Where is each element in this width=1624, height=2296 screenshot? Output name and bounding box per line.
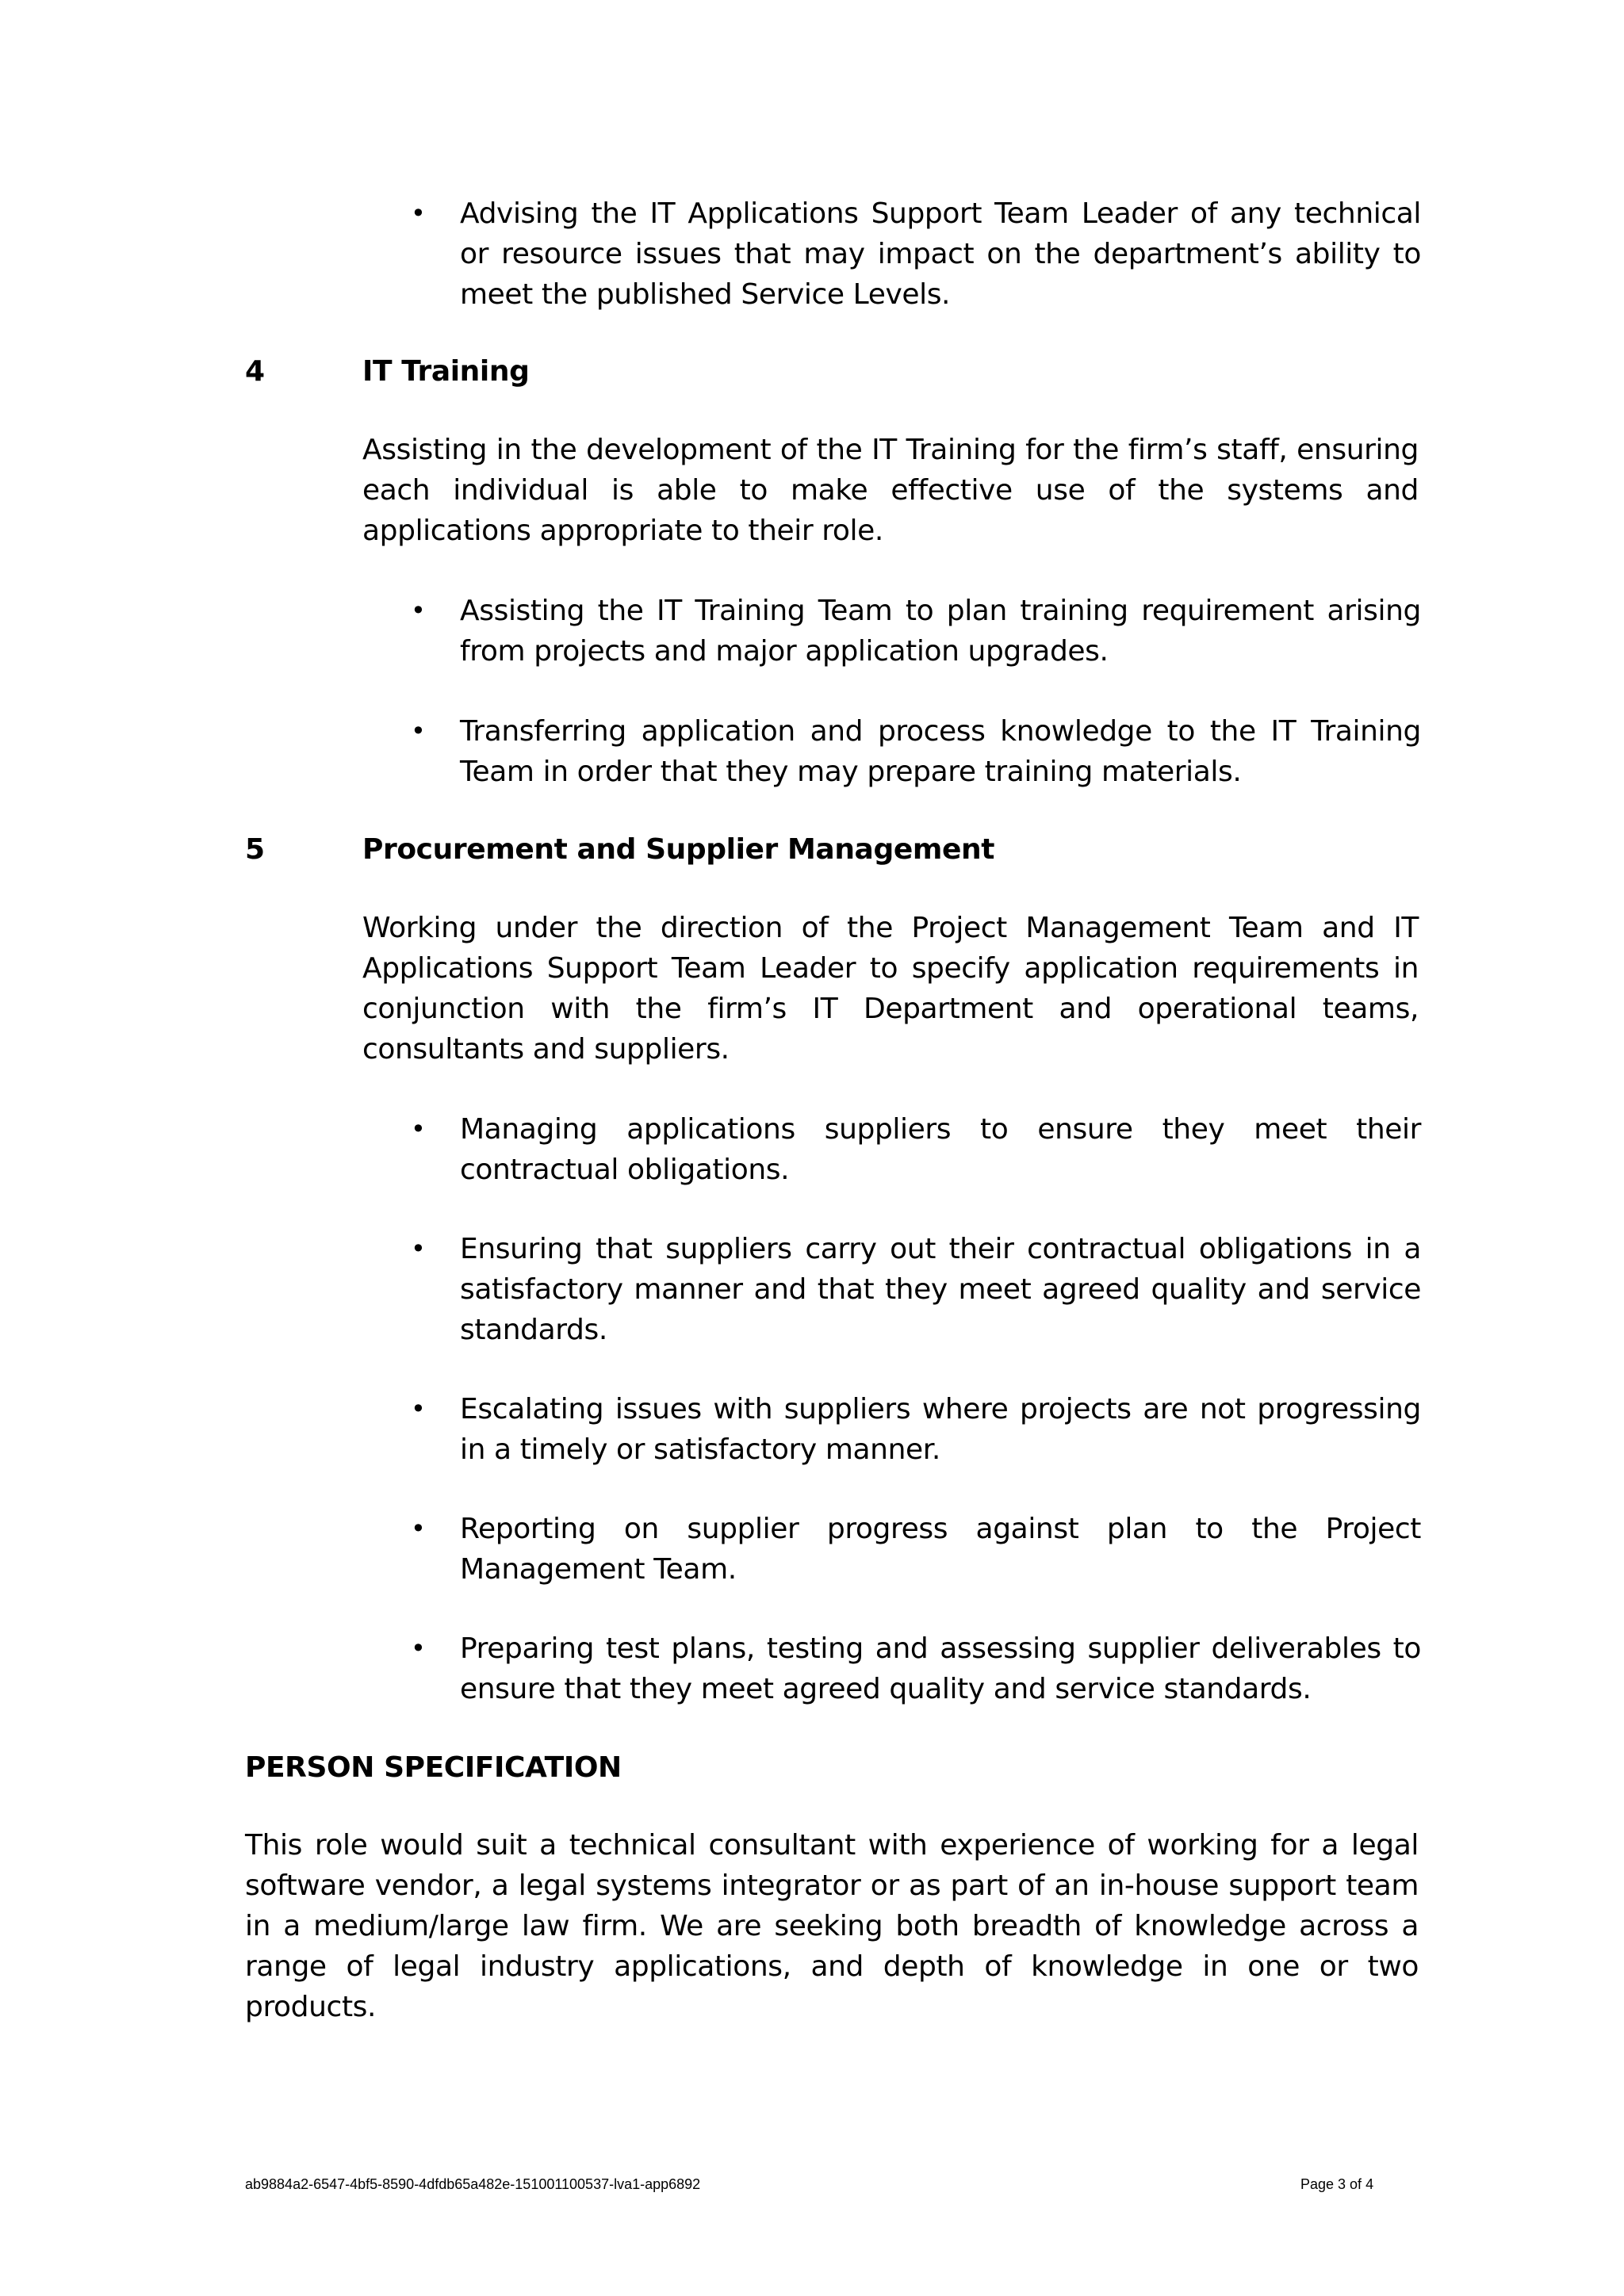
bullet-icon: • xyxy=(411,1114,426,1144)
bullet-text: Ensuring that suppliers carry out their contractual obligations in a satisfactory manner and that they meet agreed quality and service standards. xyxy=(460,1233,1421,1346)
bullet-text: Escalating issues with suppliers where projects are not progressing in a timely or satisfactory manner. xyxy=(460,1393,1421,1466)
bullet-text: Preparing test plans, testing and assessing supplier deliverables to ensure that they meet agreed quality and service standards. xyxy=(460,1632,1421,1705)
list-item xyxy=(411,1229,1421,1350)
list-item xyxy=(411,193,1421,315)
bullet-icon: • xyxy=(411,716,426,746)
footer-page-number: Page 3 of 4 xyxy=(1300,2176,1374,2192)
list-item xyxy=(411,1628,1421,1709)
section-heading: PERSON SPECIFICATION xyxy=(245,1751,622,1784)
bullet-icon: • xyxy=(411,1394,426,1424)
section-heading: IT Training xyxy=(362,355,530,388)
list-item xyxy=(411,1109,1421,1190)
list-item xyxy=(411,1389,1421,1470)
bullet-text: Transferring application and process knowledge to the IT Training Team in order that they may prepare training materials. xyxy=(460,715,1421,788)
bullet-text: Managing applications suppliers to ensure they meet their contractual obligations. xyxy=(460,1113,1421,1186)
section-number: 5 xyxy=(245,833,265,866)
section-paragraph: Assisting in the development of the IT Training for the firm’s staff, ensuring each individual is able to make effective use of the systems and applications appropriate to their role. xyxy=(362,434,1419,547)
list-item xyxy=(411,591,1421,672)
bullet-icon: • xyxy=(411,595,426,626)
bullet-text: Assisting the IT Training Team to plan training requirement arising from projects and major application upgrades. xyxy=(460,595,1421,668)
footer-document-id: ab9884a2-6547-4bf5-8590-4dfdb65a482e-151001100537-lva1-app6892 xyxy=(245,2176,701,2192)
list-item xyxy=(411,1509,1421,1590)
section-paragraph: Working under the direction of the Project Management Team and IT Applications Support Team Leader to specify application requirements in conjunction with the firm’s IT Department and operational teams, consultants and suppliers. xyxy=(362,912,1419,1066)
bullet-text: Advising the IT Applications Support Team Leader of any technical or resource issues that may impact on the department’s ability to meet the published Service Levels. xyxy=(460,197,1421,311)
bullet-icon: • xyxy=(411,1633,426,1663)
bullet-icon: • xyxy=(411,1234,426,1264)
section-heading: Procurement and Supplier Management xyxy=(362,833,995,866)
section-paragraph: This role would suit a technical consultant with experience of working for a legal software vendor, a legal systems integrator or as part of an in-house support team in a medium/large law firm. We are seeking both breadth of knowledge across a range of legal industry applications, and depth of knowledge in one or two products. xyxy=(245,1829,1419,2023)
list-item xyxy=(411,711,1421,792)
section-number: 4 xyxy=(245,355,265,388)
bullet-icon: • xyxy=(411,198,426,228)
bullet-text: Reporting on supplier progress against plan to the Project Management Team. xyxy=(460,1513,1421,1586)
bullet-icon: • xyxy=(411,1513,426,1544)
